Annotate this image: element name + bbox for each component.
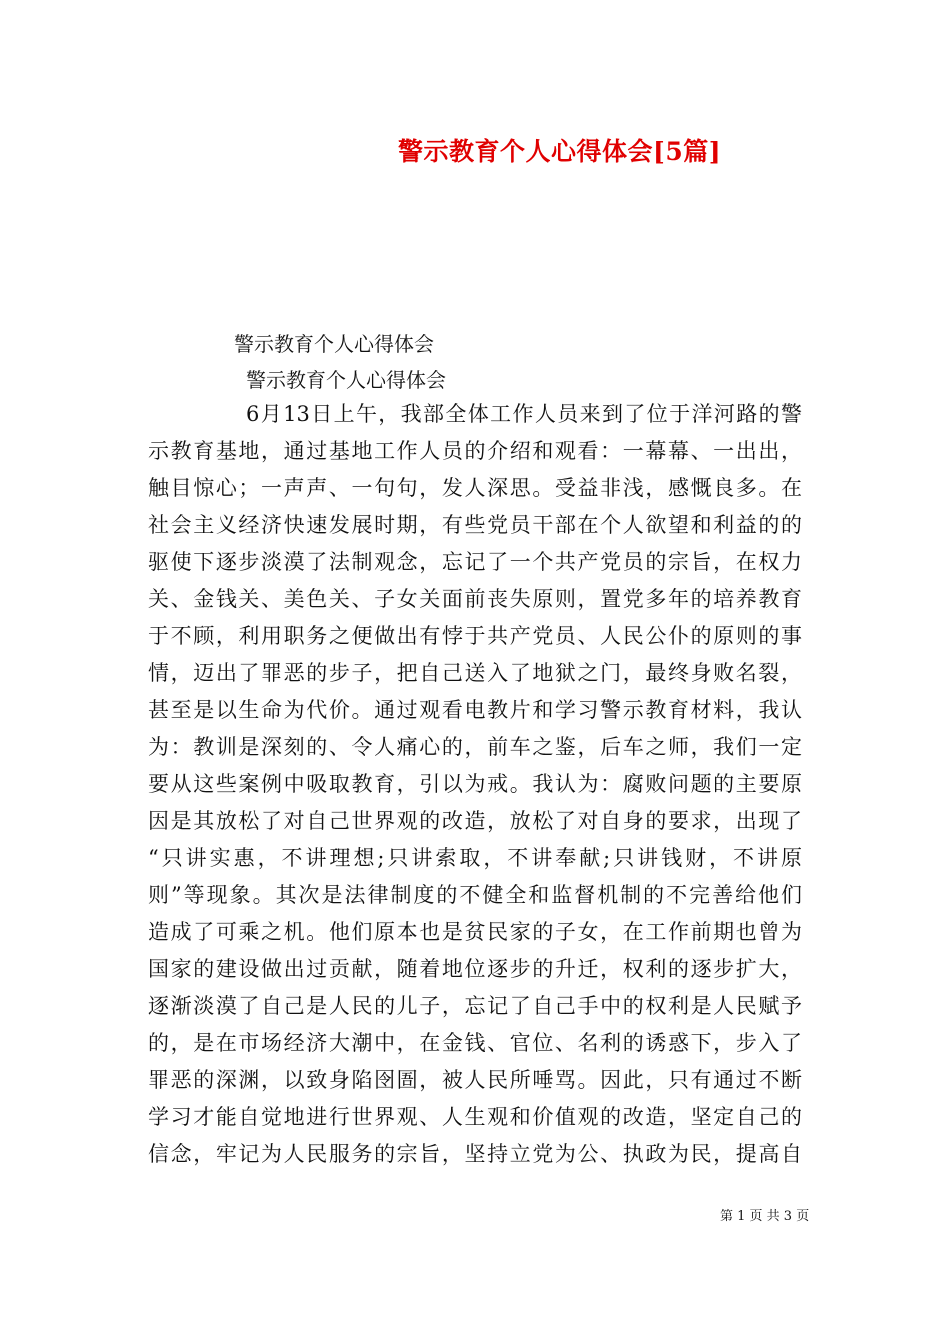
body-line: 的，是在市场经济大潮中，在金钱、官位、名利的诱惑下，步入了	[148, 1031, 802, 1055]
body-line: 造成了可乘之机。他们原本也是贫民家的子女，在工作前期也曾为	[148, 920, 802, 944]
page-number-footer: 第 1 页 共 3 页	[720, 1209, 810, 1224]
body-line: 则”等现象。其次是法律制度的不健全和监督机制的不完善给他们	[148, 883, 802, 907]
body-line: 驱使下逐步淡漠了法制观念，忘记了一个共产党员的宗旨，在权力	[148, 550, 802, 574]
subheading-primary: 警示教育个人心得体会	[234, 332, 434, 356]
body-line: 情，迈出了罪恶的步子，把自己送入了地狱之门，最终身败名裂，	[148, 661, 802, 685]
body-line: 信念，牢记为人民服务的宗旨，坚持立党为公、执政为民，提高自	[148, 1142, 802, 1166]
body-line: 为：教训是深刻的、令人痛心的，前车之鉴，后车之师，我们一定	[148, 735, 802, 759]
body-line: 社会主义经济快速发展时期，有些党员干部在个人欲望和利益的的	[148, 513, 802, 537]
body-line: 触目惊心；一声声、一句句，发人深思。受益非浅，感慨良多。在	[148, 476, 802, 500]
body-line: 罪恶的深渊，以致身陷囹圄，被人民所唾骂。因此，只有通过不断	[148, 1068, 802, 1092]
body-line: 示教育基地，通过基地工作人员的介绍和观看：一幕幕、一出出，	[148, 439, 802, 463]
body-line: 甚至是以生命为代价。通过观看电教片和学习警示教育材料，我认	[148, 698, 802, 722]
body-line: 要从这些案例中吸取教育，引以为戒。我认为：腐败问题的主要原	[148, 772, 802, 796]
body-line: “只讲实惠，不讲理想;只讲索取，不讲奉献;只讲钱财，不讲原	[148, 846, 802, 870]
body-paragraph	[148, 396, 802, 1173]
subheading-secondary: 警示教育个人心得体会	[246, 368, 446, 392]
document-title: 警示教育个人心得体会[5篇]	[398, 137, 722, 166]
body-line: 6月13日上午，我部全体工作人员来到了位于洋河路的警	[246, 402, 802, 426]
body-line: 国家的建设做出过贡献，随着地位逐步的升迁，权利的逐步扩大，	[148, 957, 802, 981]
body-line: 逐渐淡漠了自己是人民的儿子，忘记了自己手中的权利是人民赋予	[148, 994, 802, 1018]
body-line: 学习才能自觉地进行世界观、人生观和价值观的改造，坚定自己的	[148, 1105, 802, 1129]
body-line: 于不顾，利用职务之便做出有悖于共产党员、人民公仆的原则的事	[148, 624, 802, 648]
body-line: 关、金钱关、美色关、子女关面前丧失原则，置党多年的培养教育	[148, 587, 802, 611]
body-line: 因是其放松了对自己世界观的改造，放松了对自身的要求，出现了	[148, 809, 802, 833]
